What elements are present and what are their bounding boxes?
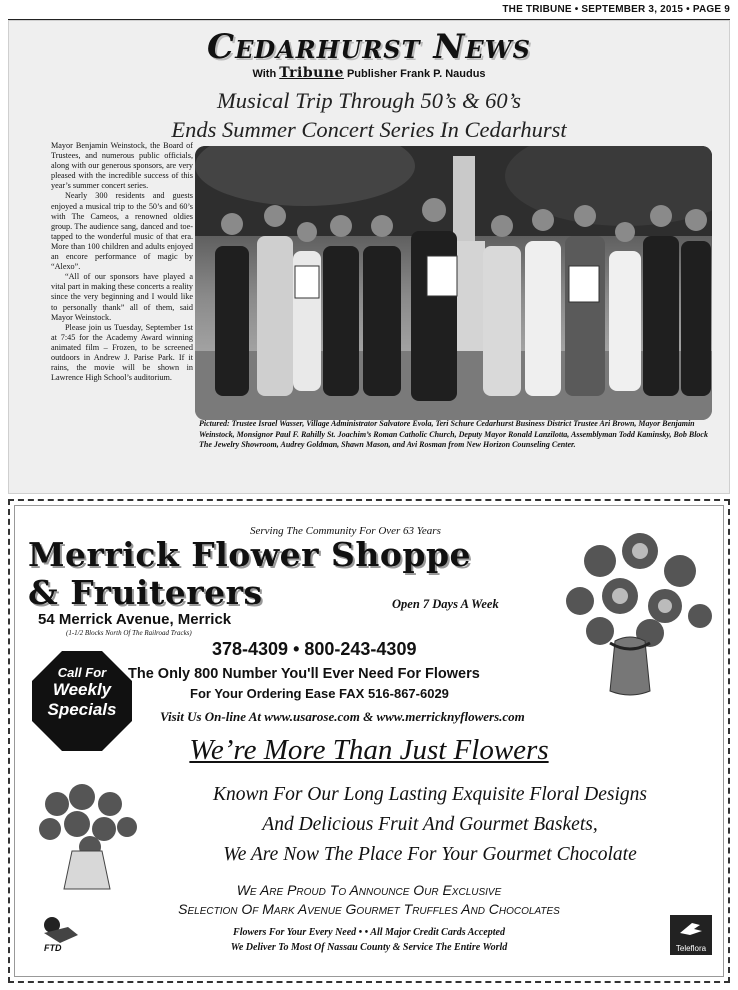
badge-line: Weekly <box>52 680 112 699</box>
masthead-subtitle <box>9 65 729 81</box>
call-badge-text <box>38 666 126 720</box>
headline-line-2: Ends Summer Concert Series In Cedarhurst <box>171 117 567 142</box>
article-section <box>8 20 730 494</box>
masthead-publisher: Publisher Frank P. Naudus <box>346 68 486 80</box>
photo-caption: Pictured: Trustee Israel Wasser, Village Administrator Salvatore Evola, Teri Schure Cedarhurst Business District Trustee Ari Brown, Mayor Benjamin Weinstock, Monsignor Paul F. Rahilly St. Joachim’s Roman Catholic Church, Deputy Mayor Ronald Lanzilotta, Assemblyman Todd Kaminsky, Bob Block The Jewelry Showroom, Audrey Goldman, Shawn Mason, and Avi Rosman from New Horizon Counseling Center. <box>199 419 708 449</box>
ad-business-name-line-2: & Fruiterers <box>28 573 263 612</box>
ad-slogan <box>10 734 728 767</box>
ad-announcement-line-1: We Are Proud To Announce Our Exclusive <box>236 882 502 898</box>
ad-website: Visit Us On-line At www.usarose.com & www.merricknyflowers.com <box>160 709 525 724</box>
group-photo-illustration <box>195 146 712 420</box>
article-body <box>51 141 193 383</box>
teleflora-logo <box>670 915 712 955</box>
masthead-with: With <box>252 68 277 80</box>
page-header-line: THE TRIBUNE • SEPTEMBER 3, 2015 • PAGE 9 <box>502 4 730 15</box>
teleflora-bird-icon <box>670 915 712 943</box>
ad-fax: For Your Ordering Ease FAX 516-867-6029 <box>190 686 449 701</box>
ad-directions: (1-1/2 Blocks North Of The Railroad Tracks) <box>66 629 192 637</box>
bouquet-vase-icon <box>540 521 722 699</box>
ad-footer-line-2: We Deliver To Most Of Nassau County & Service The Entire World <box>230 942 508 953</box>
advertisement <box>8 499 730 983</box>
teleflora-logo-text: Teleflora <box>675 944 707 953</box>
ad-known-line-3: We Are Now The Place For Your Gourmet Chocolate <box>223 844 637 865</box>
tribune-logo: Tribune <box>279 65 344 81</box>
badge-line: Specials <box>47 700 117 719</box>
ad-serving-line: Serving The Community For Over 63 Years <box>250 525 441 537</box>
ftd-logo-icon <box>38 913 84 953</box>
group-photo <box>195 146 712 420</box>
masthead-title: Cedarhurst News <box>207 27 531 67</box>
ad-footer-line-1: Flowers For Your Every Need • • All Major Credit Cards Accepted <box>233 927 505 938</box>
ad-open-hours: Open 7 Days A Week <box>392 597 499 611</box>
ftd-logo-text: FTD <box>44 943 62 953</box>
badge-line: Call For <box>57 665 107 680</box>
article-paragraph: Please join us Tuesday, September 1st at 7:45 for the Academy Award winning animated film – Frozen, to be screened outdoors in Andrew J. Parise Park. If it rains, the movie will be shown in Lawrence High School’s auditorium. <box>51 322 193 383</box>
ad-known-line-2: And Delicious Fruit And Gourmet Baskets, <box>262 814 598 835</box>
headline-line-1: Musical Trip Through 50’s & 60’s <box>216 88 522 113</box>
ad-address: 54 Merrick Avenue, Merrick <box>38 611 232 628</box>
ad-phone-numbers: 378-4309 • 800-243-4309 <box>212 639 417 659</box>
ad-business-name-line-1: Merrick Flower Shoppe <box>28 535 472 574</box>
article-paragraph: Mayor Benjamin Weinstock, the Board of Trustees, and numerous public officials, along with our generous sponsors, are very pleased with the incredible success of this year’s summer concert series. <box>51 141 193 191</box>
ad-slogan-text: We’re More Than Just Flowers <box>189 734 549 766</box>
ad-800-tagline: The Only 800 Number You'll Ever Need For Flowers <box>128 666 480 682</box>
article-paragraph: Nearly 300 residents and guests enjoyed a musical trip to the 50’s and 60’s with The Cameos, a renowned oldies group. The audience sang, danced and toe-tapped to the wonderful music of that era. More than 100 children and adults enjoyed an encore performance of magic by “Alexo”. <box>51 191 193 272</box>
ad-announcement-line-2: Selection Of Mark Avenue Gourmet Truffles And Chocolates <box>178 901 560 917</box>
rose-bouquet-icon <box>32 779 142 891</box>
ad-known-line-1: Known For Our Long Lasting Exquisite Floral Designs <box>213 784 647 805</box>
article-paragraph: “All of our sponsors have played a vital part in making these concerts a reality since the very beginning and I would like to personally thank” all of them, said Mayor Weinstock. <box>51 272 193 322</box>
